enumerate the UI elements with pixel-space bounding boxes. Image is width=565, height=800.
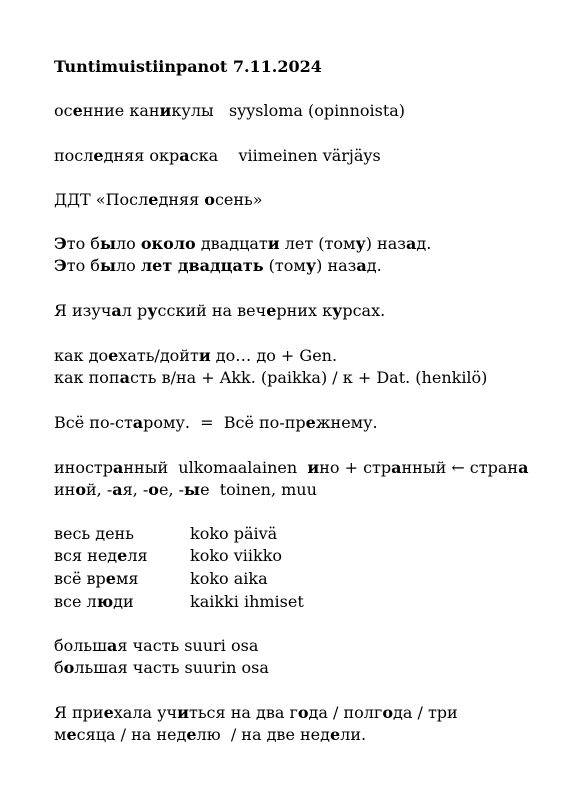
stressed-text: и [159, 101, 172, 120]
line-text: д. [366, 256, 382, 275]
line-text: ля [127, 546, 148, 565]
line-text: я, - [122, 480, 149, 499]
note-line [54, 256, 382, 276]
line-text: рому. = Всё по-пр [143, 413, 306, 432]
line-text: ди [113, 592, 134, 611]
page-title: Tuntimuistiinpanot 7.11.2024 [54, 57, 322, 76]
stressed-text: о [63, 658, 75, 677]
stressed-text: е [93, 146, 104, 165]
line-text: больш [54, 636, 108, 655]
stressed-text: е [103, 703, 114, 722]
line-text: то б [66, 256, 100, 275]
line-text: все л [54, 592, 97, 611]
note-line [54, 480, 317, 500]
line-text: й, - [86, 480, 113, 499]
note-line [54, 301, 385, 321]
line-text: до… до + Gen. [210, 346, 338, 365]
stressed-text: у [147, 301, 158, 320]
line-text: л р [121, 301, 148, 320]
note-line [54, 146, 381, 166]
stressed-text: а [113, 458, 124, 477]
stressed-text: о [297, 703, 309, 722]
line-text: двадцат [195, 234, 268, 253]
translation: koko aika [190, 569, 268, 588]
line-text: как до [54, 346, 109, 365]
stressed-text: около [140, 234, 196, 253]
stressed-text: и [307, 458, 320, 477]
line-text: рних к [276, 301, 333, 320]
note-line [54, 636, 258, 656]
line-text: Всё по-ст [54, 413, 133, 432]
line-text: лет (том [279, 234, 356, 253]
line-text: всё вр [54, 569, 106, 588]
line-text: ДДТ «Посл [54, 190, 149, 209]
stressed-text: а [179, 146, 190, 165]
stressed-text: ы [99, 256, 116, 275]
line-text: вся нед [54, 546, 118, 565]
stressed-text: Э [54, 256, 67, 275]
line-text: иностр [54, 458, 114, 477]
stressed-text: и [267, 234, 280, 253]
stressed-text: а [107, 636, 118, 655]
stressed-text: ы [184, 480, 201, 499]
note-line [54, 524, 134, 544]
note-line [54, 546, 148, 566]
note-line [54, 703, 458, 723]
line-text: но + стр [319, 458, 392, 477]
line-text: ) наз [365, 234, 406, 253]
note-line [54, 234, 431, 254]
line-text: е, - [158, 480, 185, 499]
line-text: Я изуч [54, 301, 112, 320]
line-text: дняя окр [103, 146, 180, 165]
stressed-text: о [75, 480, 86, 499]
stressed-text: а [391, 458, 402, 477]
line-text: жнему. [315, 413, 378, 432]
line-text: ться на два г [188, 703, 298, 722]
translation: koko päivä [190, 524, 278, 543]
note-line [54, 569, 139, 589]
stressed-text: а [119, 368, 130, 387]
note-line [54, 101, 405, 121]
note-line [54, 658, 269, 678]
note-line [54, 190, 263, 210]
line-text: рсах. [342, 301, 386, 320]
line-text: ос [54, 101, 73, 120]
stressed-text: е [329, 725, 341, 744]
stressed-text: у [332, 301, 343, 320]
line-text: ) наз [316, 256, 357, 275]
line-text: посл [54, 146, 94, 165]
line-text: (том [263, 256, 306, 275]
line-text: хала уч [113, 703, 178, 722]
translation: koko viikko [190, 546, 283, 565]
line-text: е toinen, muu [200, 480, 317, 499]
stressed-text: ы [99, 234, 116, 253]
stressed-text: а [518, 458, 529, 477]
line-text: Я при [54, 703, 104, 722]
line-text: да / полг [308, 703, 383, 722]
stressed-text: а [112, 480, 123, 499]
stressed-text: о [382, 703, 393, 722]
note-line [54, 346, 337, 366]
stressed-text: е [108, 346, 119, 365]
line-text: лю / на две нед [196, 725, 330, 744]
line-text: д. [416, 234, 432, 253]
note-line [54, 725, 366, 745]
stressed-text: у [305, 256, 317, 275]
stressed-text: о [148, 480, 159, 499]
stressed-text: е [117, 546, 128, 565]
line-text: ло [115, 256, 141, 275]
note-line [54, 368, 487, 388]
line-text: сень» [214, 190, 263, 209]
line-text: ска viimeinen värjäys [189, 146, 381, 165]
stressed-text: е [186, 725, 197, 744]
line-text: дняя [158, 190, 205, 209]
line-text: ли. [340, 725, 367, 744]
line-text: да / три [392, 703, 458, 722]
stressed-text: а [111, 301, 122, 320]
stressed-text: Э [54, 234, 67, 253]
line-text: ин [54, 480, 76, 499]
stressed-text: и [177, 703, 189, 722]
stressed-text: е [266, 301, 277, 320]
line-text: нный ← стран [401, 458, 519, 477]
line-text: льшая часть suurin osa [74, 658, 269, 677]
translation: kaikki ihmiset [190, 592, 304, 611]
stressed-text: и [198, 346, 211, 365]
line-text: сть в/на + Akk. (paikka) / к + Dat. (henkilö) [129, 368, 488, 387]
line-text: ло [115, 234, 141, 253]
stressed-text: е [105, 569, 116, 588]
note-line [54, 458, 528, 478]
line-text: сский на веч [157, 301, 267, 320]
stressed-text: е [72, 101, 83, 120]
stressed-text: а [132, 413, 144, 432]
line-text: сяца / на нед [76, 725, 187, 744]
note-line [54, 592, 134, 612]
line-text: весь день [54, 524, 134, 543]
line-text: нный ulkomaalainen [123, 458, 308, 477]
line-text: кулы syysloma (opinnoista) [171, 101, 406, 120]
stressed-text: ю [96, 592, 114, 611]
line-text: нние кан [82, 101, 160, 120]
stressed-text: а [405, 234, 417, 253]
line-text: мя [115, 569, 139, 588]
stressed-text: у [355, 234, 366, 253]
stressed-text: а [356, 256, 367, 275]
line-text: м [54, 725, 67, 744]
line-text: хать/дойт [118, 346, 199, 365]
line-text: б [54, 658, 64, 677]
stressed-text: лет двадцать [140, 256, 264, 275]
stressed-text: е [305, 413, 316, 432]
line-text: то б [66, 234, 100, 253]
stressed-text: е [66, 725, 77, 744]
line-text: я часть suuri osa [117, 636, 259, 655]
stressed-text: е [148, 190, 159, 209]
note-line [54, 413, 378, 433]
line-text: как поп [54, 368, 120, 387]
stressed-text: о [204, 190, 215, 209]
